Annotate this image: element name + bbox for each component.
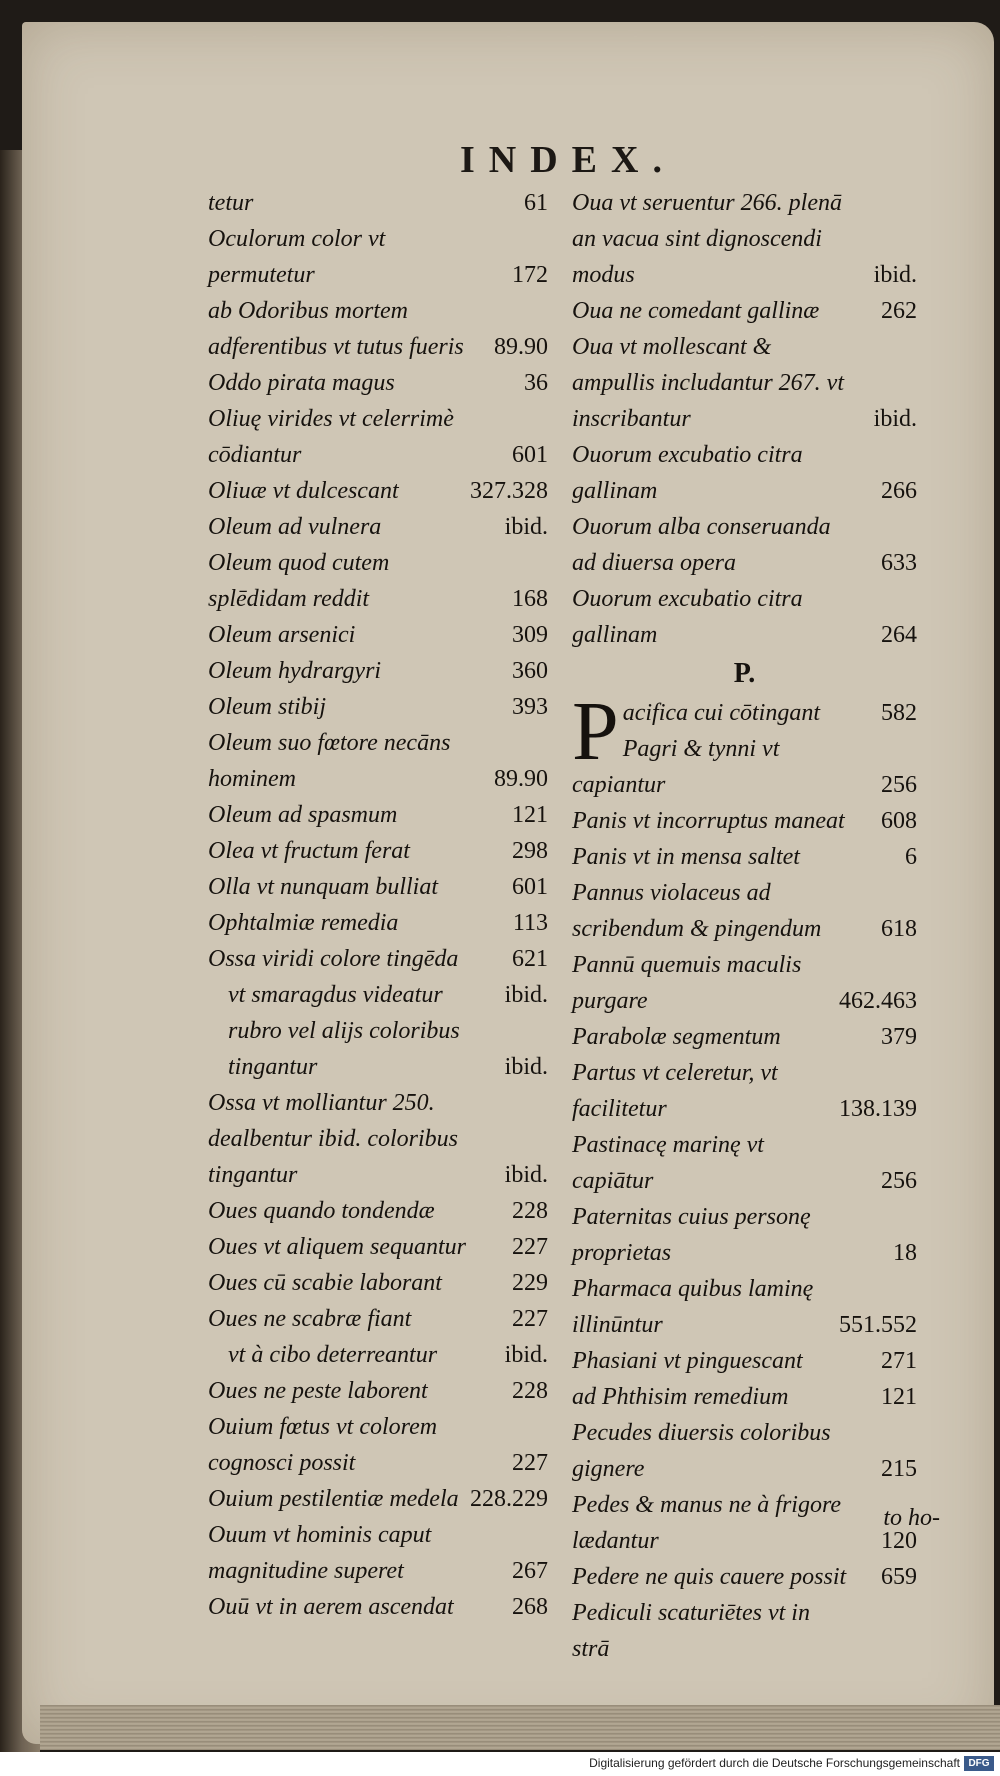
index-entry xyxy=(572,1127,917,1199)
entry-page-number: ibid. xyxy=(504,1054,548,1080)
entry-page-number: 229 xyxy=(512,1270,548,1296)
index-entry xyxy=(572,1559,917,1595)
entry-text: Pecudes diuersis coloribus gignere xyxy=(572,1420,831,1482)
entry-page-number: 120 xyxy=(881,1528,917,1554)
entry-text: Oues ne peste laborent xyxy=(208,1378,428,1404)
entry-page-number: 61 xyxy=(524,190,548,216)
entry-text: Phasiani vt pinguescant xyxy=(572,1348,803,1374)
entry-page-number: 264 xyxy=(881,622,917,648)
right-column xyxy=(572,185,917,1667)
entry-text: Ossa viridi colore tingēda xyxy=(208,946,459,972)
entry-page-number: 121 xyxy=(881,1384,917,1410)
entry-page-number: 309 xyxy=(512,622,548,648)
entry-text: Oleum ad spasmum xyxy=(208,802,398,828)
entry-text: Pannū quemuis maculis purgare xyxy=(572,952,802,1014)
index-entry xyxy=(208,509,548,545)
entry-page-number: 621 xyxy=(512,946,548,972)
entry-text: tetur xyxy=(208,190,254,216)
entry-text: vt smaragdus videatur xyxy=(228,982,443,1008)
entry-page-number: 393 xyxy=(512,694,548,720)
entry-text: ab Odoribus mortem adferentibus vt tutus fueris xyxy=(208,298,464,360)
entry-page-number: 6 xyxy=(905,844,917,870)
index-entry xyxy=(208,941,548,977)
entry-page-number: ibid. xyxy=(504,1162,548,1188)
entry-page-number: 262 xyxy=(881,298,917,324)
index-entry xyxy=(208,1301,548,1337)
entry-page-number: 138.139 xyxy=(839,1096,917,1122)
index-entry xyxy=(208,1409,548,1481)
entry-text: Panis vt in mensa saltet xyxy=(572,844,800,870)
index-entry xyxy=(208,869,548,905)
entry-text: Oues ne scabræ fiant xyxy=(208,1306,412,1332)
entry-text: Pagri & tynni vt capiantur xyxy=(572,736,780,798)
index-entry xyxy=(572,1487,917,1559)
index-entry xyxy=(572,875,917,947)
index-entry xyxy=(572,293,917,329)
entry-page-number: 113 xyxy=(512,910,548,936)
footer-credit: Digitalisierung gefördert durch die Deutsche Forschungsgemeinschaft xyxy=(589,1756,960,1770)
index-entry xyxy=(208,221,548,293)
index-entry xyxy=(208,401,548,473)
entry-text: Ouum vt hominis caput magnitudine superet xyxy=(208,1522,432,1584)
entry-page-number: 601 xyxy=(512,874,548,900)
index-entry xyxy=(572,803,917,839)
entry-page-number: 227 xyxy=(512,1450,548,1476)
entry-text: Ouorum excubatio citra gallinam xyxy=(572,442,803,504)
index-entry xyxy=(572,1199,917,1271)
entry-text: Oua ne comedant gallinæ xyxy=(572,298,820,324)
entry-page-number: ibid. xyxy=(873,262,917,288)
index-entry xyxy=(572,1055,917,1127)
entry-text: Oleum suo fœtore necāns hominem xyxy=(208,730,451,792)
index-entry xyxy=(208,1337,548,1373)
entry-text: Oues vt aliquem sequantur xyxy=(208,1234,466,1260)
entry-page-number: ibid. xyxy=(504,514,548,540)
entry-text: rubro vel alijs coloribus tingantur xyxy=(228,1018,460,1080)
entry-page-number: 633 xyxy=(881,550,917,576)
index-entry xyxy=(208,1481,548,1517)
entry-text: Ouorum alba conseruanda ad diuersa opera xyxy=(572,514,831,576)
page-header: INDEX. xyxy=(460,139,676,181)
entry-text: Oua vt seruentur 266. plenā an vacua sint dignoscendi modus xyxy=(572,190,842,288)
entry-page-number: 271 xyxy=(881,1348,917,1374)
index-entry xyxy=(572,1415,917,1487)
index-entry xyxy=(572,1343,917,1379)
index-entry xyxy=(208,1229,548,1265)
entry-page-number: 89.90 xyxy=(494,766,548,792)
entry-page-number: 215 xyxy=(881,1456,917,1482)
dropcap-letter: P xyxy=(572,685,619,778)
entry-page-number: 462.463 xyxy=(839,988,917,1014)
index-entry xyxy=(208,689,548,725)
entry-text: Ossa vt molliantur 250. dealbentur ibid. coloribus tingantur xyxy=(208,1090,458,1188)
entry-page-number: 121 xyxy=(512,802,548,828)
index-entry xyxy=(572,1595,917,1667)
entry-page-number: 228 xyxy=(512,1378,548,1404)
entry-page-number: 266 xyxy=(881,478,917,504)
dfg-logo: DFG xyxy=(964,1756,994,1771)
entry-page-number: 227 xyxy=(512,1306,548,1332)
entry-text: Olea vt fructum ferat xyxy=(208,838,410,864)
entry-text: Partus vt celeretur, vt facilitetur xyxy=(572,1060,778,1122)
entry-page-number: ibid. xyxy=(873,406,917,432)
index-entry xyxy=(572,329,917,437)
entry-text: Oues cū scabie laborant xyxy=(208,1270,442,1296)
entry-page-number: 172 xyxy=(512,262,548,288)
index-entry xyxy=(208,1589,548,1625)
entry-page-number: 36 xyxy=(524,370,548,396)
entry-page-number: 228 xyxy=(512,1198,548,1224)
entry-page-number: 379 xyxy=(881,1024,917,1050)
index-entry xyxy=(572,437,917,509)
entry-page-number: 18 xyxy=(893,1240,917,1266)
entry-text: Pannus violaceus ad scribendum & pingendum xyxy=(572,880,822,942)
entry-text: Oliuæ vt dulcescant xyxy=(208,478,399,504)
index-entry xyxy=(208,473,548,509)
index-entry xyxy=(208,1013,548,1085)
entry-text: Oues quando tondendæ xyxy=(208,1198,435,1224)
footer-bar xyxy=(0,1752,1000,1776)
entry-page-number: 551.552 xyxy=(839,1312,917,1338)
index-entry xyxy=(208,365,548,401)
index-entry xyxy=(208,725,548,797)
entry-text: Oliuę virides vt celerrimè cōdiantur xyxy=(208,406,454,468)
entry-page-number: 268 xyxy=(512,1594,548,1620)
entry-text: Oddo pirata magus xyxy=(208,370,395,396)
entry-text: Oleum arsenici xyxy=(208,622,356,648)
index-entry xyxy=(572,185,917,293)
entry-text: Ophtalmiæ remedia xyxy=(208,910,399,936)
index-entry xyxy=(208,293,548,365)
index-entry xyxy=(572,1271,917,1343)
entry-page-number: ibid. xyxy=(504,1342,548,1368)
index-entry xyxy=(208,1085,548,1193)
index-entry xyxy=(572,581,917,653)
index-entry xyxy=(572,1019,917,1055)
entry-text: Pedes & manus ne à frigore lædantur xyxy=(572,1492,842,1554)
entry-page-number: 256 xyxy=(881,772,917,798)
entry-text: Parabolæ segmentum xyxy=(572,1024,781,1050)
index-entry xyxy=(208,797,548,833)
entry-text: ad Phthisim remedium xyxy=(572,1384,789,1410)
page-stack-bottom xyxy=(40,1705,1000,1750)
entry-page-number: 256 xyxy=(881,1168,917,1194)
entry-page-number: 601 xyxy=(512,442,548,468)
entry-text: Oleum ad vulnera xyxy=(208,514,382,540)
entry-text: Oleum hydrargyri xyxy=(208,658,382,684)
index-entry xyxy=(208,185,548,221)
entry-page-number: 608 xyxy=(881,808,917,834)
entry-text: Ouium pestilentiæ medela xyxy=(208,1486,459,1512)
entry-page-number: 267 xyxy=(512,1558,548,1584)
index-entry xyxy=(208,833,548,869)
index-entry xyxy=(572,509,917,581)
entry-text: Pastinacę marinę vt capiātur xyxy=(572,1132,764,1194)
entry-text: Pedere ne quis cauere possit xyxy=(572,1564,847,1590)
index-entry xyxy=(208,1373,548,1409)
index-entry xyxy=(208,617,548,653)
entry-page-number: 327.328 xyxy=(470,478,548,504)
index-entry xyxy=(208,1265,548,1301)
entry-page-number: ibid. xyxy=(504,982,548,1008)
index-entry xyxy=(208,1193,548,1229)
index-entry xyxy=(208,977,548,1013)
index-entry xyxy=(208,905,548,941)
entry-text: Panis vt incorruptus maneat xyxy=(572,808,845,834)
entry-text: Oleum stibij xyxy=(208,694,326,720)
entry-page-number: 659 xyxy=(881,1564,917,1590)
section-letter-p: P. xyxy=(733,658,756,689)
entry-page-number: 228.229 xyxy=(470,1486,548,1512)
entry-text: vt à cibo deterreantur xyxy=(228,1342,438,1368)
entry-text: Oua vt mollescant & ampullis includantur 267. vt inscribantur xyxy=(572,334,844,432)
entry-text: Pediculi scaturiētes vt in strā xyxy=(572,1600,810,1662)
index-entry xyxy=(572,947,917,1019)
index-entry xyxy=(572,731,917,803)
left-column xyxy=(208,185,548,1625)
entry-text: Ouorum excubatio citra gallinam xyxy=(572,586,803,648)
entry-page-number: 168 xyxy=(512,586,548,612)
entry-page-number: 227 xyxy=(512,1234,548,1260)
index-entry xyxy=(572,1379,917,1415)
entry-text: Oculorum color vt permutetur xyxy=(208,226,386,288)
index-entry xyxy=(208,653,548,689)
catchword: to ho- xyxy=(883,1505,940,1531)
entry-page-number: 298 xyxy=(512,838,548,864)
entry-text: Ouū vt in aerem ascendat xyxy=(208,1594,454,1620)
index-entry xyxy=(208,545,548,617)
entry-page-number: 360 xyxy=(512,658,548,684)
entry-text: Oleum quod cutem splēdidam reddit xyxy=(208,550,390,612)
entry-text: acifica cui cōtingant xyxy=(622,700,821,726)
index-entry xyxy=(572,839,917,875)
entry-page-number: 582 xyxy=(881,700,917,726)
entry-text: Ouium fœtus vt colorem cognosci possit xyxy=(208,1414,438,1476)
entry-page-number: 618 xyxy=(881,916,917,942)
entry-text: Paternitas cuius personę proprietas xyxy=(572,1204,811,1266)
entry-text: Olla vt nunquam bulliat xyxy=(208,874,438,900)
index-entry xyxy=(208,1517,548,1589)
entry-text: Pharmaca quibus laminę illinūntur xyxy=(572,1276,814,1338)
entry-page-number: 89.90 xyxy=(494,334,548,360)
